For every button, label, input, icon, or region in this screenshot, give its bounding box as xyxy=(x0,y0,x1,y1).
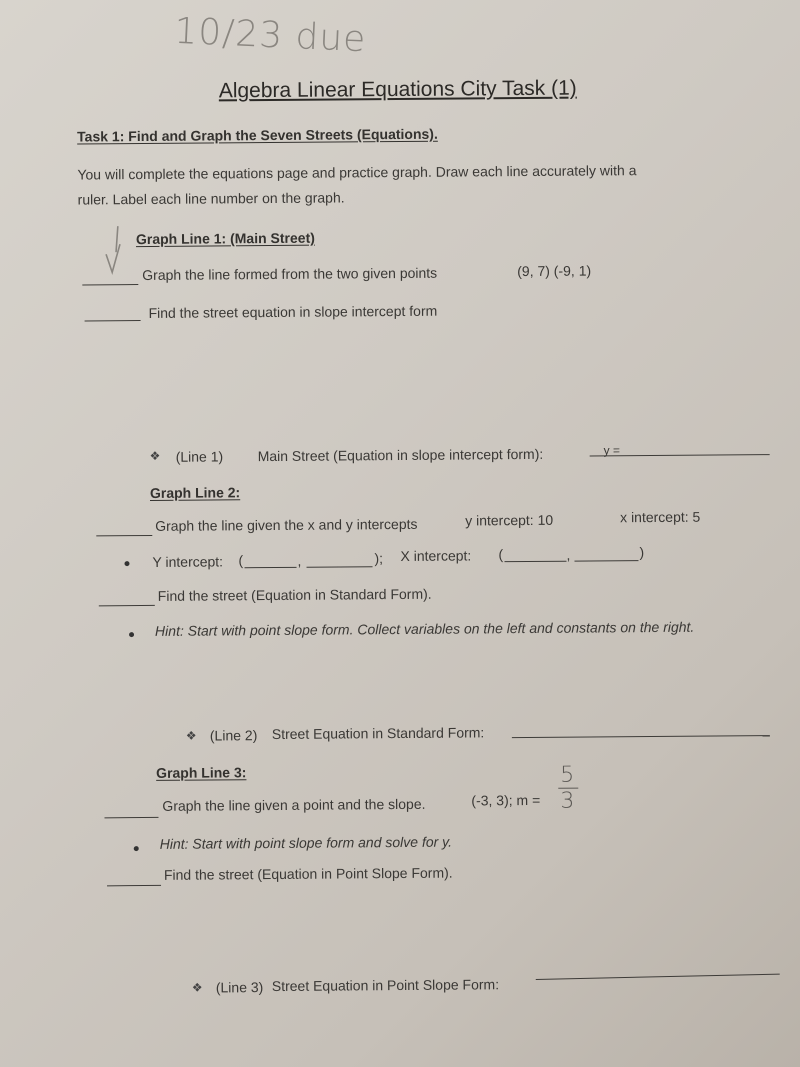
line2-answer-blank[interactable] xyxy=(512,735,770,738)
line2-answer-text: Street Equation in Standard Form: xyxy=(271,724,485,743)
line2-y-intercept-close: ); xyxy=(374,550,384,567)
line3-answer-text: Street Equation in Point Slope Form: xyxy=(271,976,500,995)
line2-answer-label: (Line 2) xyxy=(209,727,258,744)
line1-answer-blank[interactable] xyxy=(590,454,770,456)
line1-heading: Graph Line 1: (Main Street) xyxy=(135,229,315,248)
line1-graph-checkbox-blank[interactable] xyxy=(82,284,138,285)
line2-graph-checkbox-blank[interactable] xyxy=(96,535,152,536)
bullet-icon xyxy=(134,846,139,851)
line3-answer-blank[interactable] xyxy=(536,974,780,980)
diamond-bullet-icon: ❖ xyxy=(149,448,161,463)
line1-task-graph: Graph the line formed from the two given points xyxy=(142,264,438,284)
line3-task-equation: Find the street (Equation in Point Slope Form). xyxy=(163,864,453,883)
line3-heading: Graph Line 3: xyxy=(156,764,247,781)
diamond-bullet-icon: ❖ xyxy=(185,728,197,743)
line2-equation-checkbox-blank[interactable] xyxy=(99,605,155,606)
line2-heading: Graph Line 2: xyxy=(149,484,241,501)
line2-y-intercept-y-blank[interactable] xyxy=(307,566,373,568)
line1-answer-prefix: y = xyxy=(603,443,621,458)
line1-answer-label: (Line 1) xyxy=(175,448,224,465)
line2-x-intercept-y-blank[interactable] xyxy=(574,560,638,562)
line3-graph-checkbox-blank[interactable] xyxy=(104,817,158,818)
bullet-icon xyxy=(129,632,134,637)
task-heading: Task 1: Find and Graph the Seven Streets (Equations). xyxy=(77,125,438,145)
line2-y-intercept-open-paren: ( xyxy=(238,552,244,569)
line2-y-intercept-given: y intercept: 10 xyxy=(465,511,554,529)
line2-task-graph: Graph the line given the x and y intercepts xyxy=(155,515,418,534)
line2-x-intercept-label: X intercept: xyxy=(400,547,472,564)
line3-task-graph: Graph the line given a point and the slope. xyxy=(162,795,426,814)
line1-task-equation: Find the street equation in slope intercept form xyxy=(148,302,438,321)
line1-points: (9, 7) (-9, 1) xyxy=(517,262,592,280)
line2-y-intercept-comma: , xyxy=(297,552,302,569)
check-mark-icon xyxy=(102,224,132,280)
line1-answer-text: Main Street (Equation in slope intercept form): xyxy=(257,445,544,465)
line2-x-intercept-given: x intercept: 5 xyxy=(620,508,701,526)
line2-x-intercept-comma: , xyxy=(566,546,571,563)
line2-y-intercept-x-blank[interactable] xyxy=(245,567,297,568)
handwritten-slope-denominator: 3 xyxy=(560,788,575,814)
line3-point-slope: (-3, 3); m = xyxy=(471,791,541,809)
handwritten-slope-numerator: 5 xyxy=(560,762,575,788)
line3-equation-checkbox-blank[interactable] xyxy=(107,885,161,886)
line3-hint: Hint: Start with point slope form and solve for y. xyxy=(159,833,453,852)
line1-equation-checkbox-blank[interactable] xyxy=(85,320,141,321)
line2-x-intercept-x-blank[interactable] xyxy=(504,561,566,562)
line2-x-intercept-open-paren: ( xyxy=(498,546,504,563)
instructions-line-2: ruler. Label each line number on the graph. xyxy=(77,189,345,208)
line3-answer-label: (Line 3) xyxy=(215,979,264,996)
line2-x-intercept-close: ) xyxy=(639,544,645,561)
instructions-line-1: You will complete the equations page and practice graph. Draw each line accurately with a xyxy=(77,162,637,183)
diamond-bullet-icon: ❖ xyxy=(191,980,203,995)
line2-hint: Hint: Start with point slope form. Collect variables on the left and constants on the right. xyxy=(154,618,695,639)
page-title: Algebra Linear Equations City Task (1) xyxy=(218,76,577,103)
line2-task-equation: Find the street (Equation in Standard Form). xyxy=(157,585,432,604)
bullet-icon xyxy=(124,561,129,566)
handwritten-due-note: 10/23 due xyxy=(173,10,368,61)
line2-y-intercept-label: Y intercept: xyxy=(152,553,224,570)
